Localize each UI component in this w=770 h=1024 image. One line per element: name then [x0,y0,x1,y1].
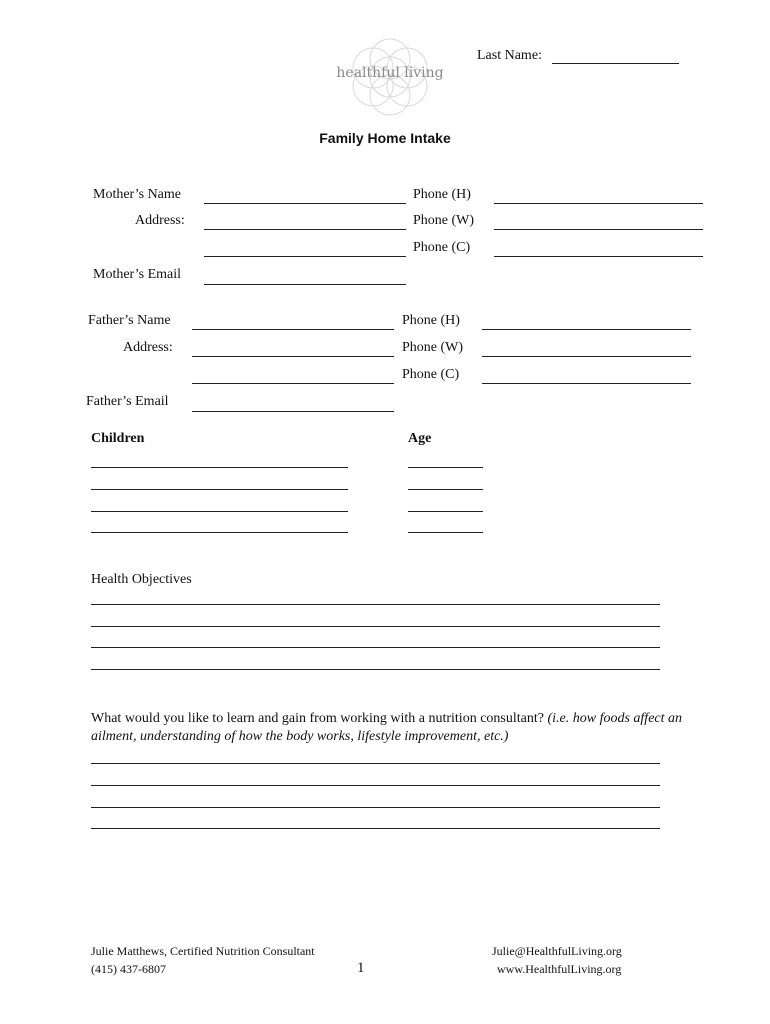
child-age-field-1[interactable] [408,467,483,468]
health-objectives-line-1[interactable] [91,604,660,605]
mother-address-field-2[interactable] [204,256,406,257]
mother-phone-h-field[interactable] [494,203,703,204]
consultant-question-example: (i.e. how foods affect an ailment, understanding of how the body works, lifestyle improvement, etc.) [91,711,683,744]
child-name-field-2[interactable] [91,489,348,490]
page-number: 1 [357,960,365,976]
child-name-field-4[interactable] [91,532,348,533]
father-phone-w-label: Phone (W) [402,340,464,355]
mother-address-field-1[interactable] [204,229,406,230]
father-phone-h-label: Phone (H) [402,313,460,328]
child-age-field-2[interactable] [408,489,483,490]
mother-email-label: Mother’s Email [93,267,182,282]
mother-phone-c-field[interactable] [494,256,703,257]
consultant-answer-line-3[interactable] [91,807,660,808]
children-label: Children [91,431,145,446]
consultant-question [91,710,691,746]
child-name-field-3[interactable] [91,511,348,512]
footer-email[interactable]: Julie@HealthfulLiving.org [492,944,622,958]
mother-phone-w-label: Phone (W) [413,213,475,228]
father-email-field[interactable] [192,411,394,412]
footer-consultant: Julie Matthews, Certified Nutrition Consultant [91,944,315,958]
father-address-label: Address: [123,340,173,355]
page-title: Family Home Intake [319,130,451,146]
health-objectives-line-3[interactable] [91,647,660,648]
father-name-label: Father’s Name [88,313,171,328]
footer-website[interactable]: www.HealthfulLiving.org [497,962,622,976]
mother-address-label: Address: [135,213,185,228]
mother-phone-c-label: Phone (C) [413,240,471,255]
mother-name-label: Mother’s Name [93,187,181,202]
child-age-field-4[interactable] [408,532,483,533]
health-objectives-line-4[interactable] [91,669,660,670]
child-age-field-3[interactable] [408,511,483,512]
mother-phone-h-label: Phone (H) [413,187,471,202]
age-label: Age [408,431,432,446]
consultant-answer-line-1[interactable] [91,763,660,764]
consultant-answer-line-2[interactable] [91,785,660,786]
father-phone-c-field[interactable] [482,383,691,384]
father-address-field-2[interactable] [192,383,394,384]
father-address-field-1[interactable] [192,356,394,357]
logo [335,35,445,120]
consultant-answer-line-4[interactable] [91,828,660,829]
father-phone-w-field[interactable] [482,356,691,357]
father-email-label: Father’s Email [86,394,169,409]
father-phone-c-label: Phone (C) [402,367,460,382]
logo-text: healthful living [336,65,444,81]
mother-name-field[interactable] [204,203,406,204]
father-name-field[interactable] [192,329,394,330]
health-objectives-line-2[interactable] [91,626,660,627]
mother-email-field[interactable] [204,284,406,285]
last-name-label: Last Name: [477,48,542,63]
last-name-field[interactable] [552,63,679,64]
health-objectives-label: Health Objectives [91,572,192,587]
footer-phone: (415) 437-6807 [91,962,166,976]
consultant-question-text: What would you like to learn and gain from working with a nutrition consultant? [91,711,544,726]
child-name-field-1[interactable] [91,467,348,468]
mother-phone-w-field[interactable] [494,229,703,230]
father-phone-h-field[interactable] [482,329,691,330]
